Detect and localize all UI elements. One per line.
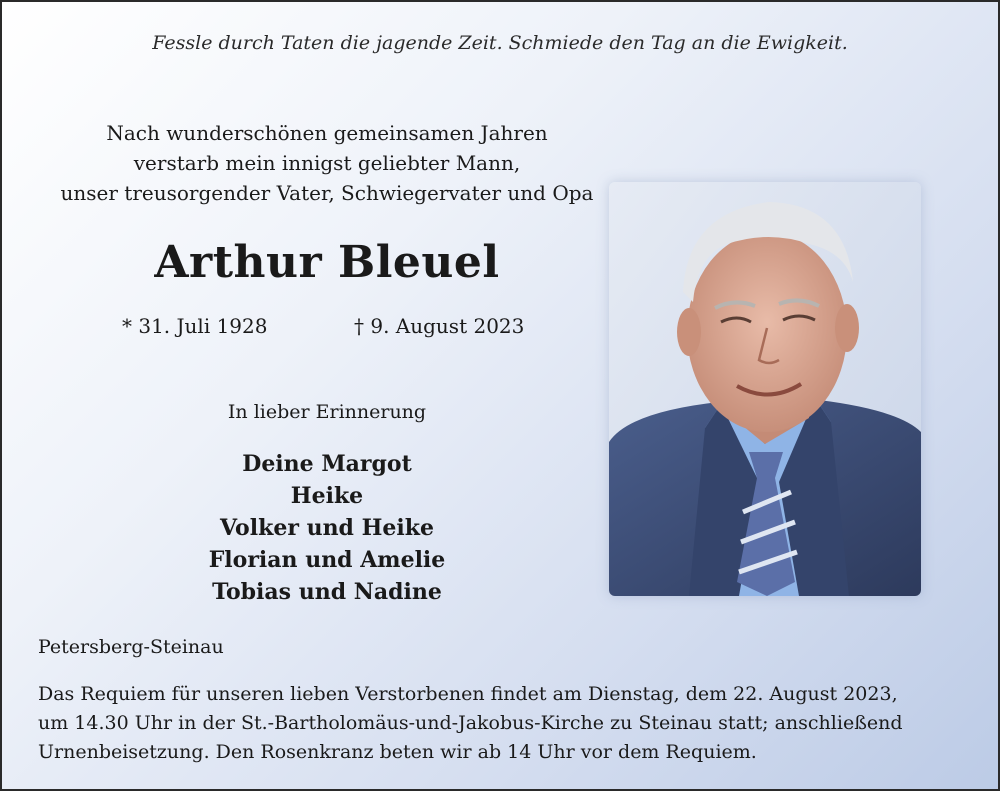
intro-line: verstarb mein innigst geliebter Mann, (133, 151, 521, 175)
deceased-name: Arthur Bleuel (154, 237, 500, 288)
family-member: Heike (290, 483, 364, 509)
death-date: † 9. August 2023 (354, 314, 525, 338)
family-member: Florian und Amelie (208, 547, 446, 573)
family-member: Tobias und Nadine (212, 579, 442, 605)
portrait-photo (609, 182, 921, 596)
motto: Fessle durch Taten die jagende Zeit. Schmiede den Tag an die Ewigkeit. (152, 32, 848, 54)
funeral-notice (38, 680, 978, 767)
intro-line: unser treusorgender Vater, Schwiegervater und Opa (60, 181, 594, 205)
left-ear (677, 308, 701, 356)
family-list (32, 448, 622, 608)
family-member: Volker und Heike (220, 515, 434, 541)
notice-line: Das Requiem für unseren lieben Verstorbenen findet am Dienstag, dem 22. August 2023, (38, 683, 898, 705)
place: Petersberg-Steinau (38, 636, 224, 658)
birth-date: * 31. Juli 1928 (122, 314, 268, 338)
right-ear (835, 304, 859, 352)
family-member: Deine Margot (242, 451, 412, 477)
memory-line: In lieber Erinnerung (227, 401, 427, 423)
intro-line: Nach wunderschönen gemeinsamen Jahren (106, 121, 548, 145)
intro-text (32, 118, 622, 208)
notice-line: um 14.30 Uhr in der St.-Bartholomäus-und-Jakobus-Kirche zu Steinau statt; anschließend (38, 712, 903, 734)
notice-line: Urnenbeisetzung. Den Rosenkranz beten wir ab 14 Uhr vor dem Requiem. (38, 741, 757, 763)
